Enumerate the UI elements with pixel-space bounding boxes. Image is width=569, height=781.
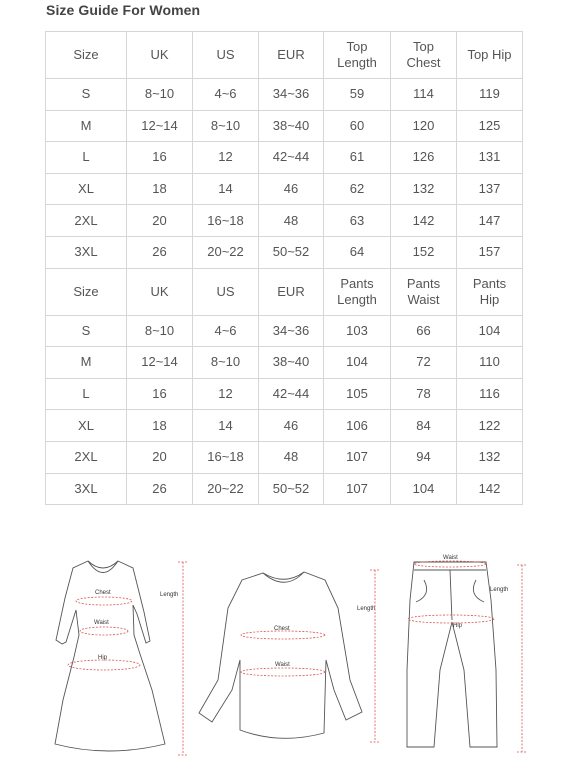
table-cell: 50~52: [259, 236, 324, 268]
pants-hip-line: [408, 615, 494, 623]
table-cell: 20~22: [193, 473, 259, 505]
bottom-header-cell: [457, 268, 523, 315]
header-text: Pants: [340, 275, 374, 291]
table-row: [46, 315, 523, 347]
header-text: Length: [337, 291, 377, 307]
table-row: [46, 473, 523, 505]
pants-diagram: [407, 555, 527, 752]
table-row: [46, 347, 523, 379]
header-text: US: [216, 283, 235, 299]
top-header-row: [46, 32, 523, 79]
table-cell: 126: [391, 142, 457, 174]
table-cell: 64: [324, 236, 391, 268]
dress-waist-line: [80, 627, 128, 635]
header-text: Size: [73, 283, 99, 299]
header-text: Pants: [406, 275, 441, 291]
table-cell: 119: [457, 79, 523, 111]
size-cell: 2XL: [46, 205, 127, 237]
table-cell: 4~6: [193, 315, 259, 347]
table-row: [46, 79, 523, 111]
table-cell: 34~36: [259, 315, 324, 347]
table-row: [46, 110, 523, 142]
table-cell: 4~6: [193, 79, 259, 111]
table-cell: 8~10: [127, 79, 193, 111]
table-cell: 50~52: [259, 473, 324, 505]
dress-length-label: Length: [160, 592, 179, 598]
header-text: EUR: [277, 47, 305, 62]
table-cell: 16~18: [193, 441, 259, 473]
pants-waist-label: Waist: [443, 555, 458, 561]
top-header-cell: [46, 32, 127, 79]
table-cell: 142: [391, 205, 457, 237]
size-cell: L: [46, 378, 127, 410]
table-cell: 137: [457, 173, 523, 205]
table-cell: 8~10: [193, 347, 259, 379]
bottom-header-cell: [259, 268, 324, 315]
table-cell: 78: [391, 378, 457, 410]
header-text: Hip: [479, 291, 500, 307]
table-cell: 12: [193, 142, 259, 174]
top-header-cell: [193, 32, 259, 79]
header-text: EUR: [277, 283, 305, 299]
top-waist-line: [241, 668, 325, 676]
table-cell: 147: [457, 205, 523, 237]
top-length-label: Length: [357, 606, 376, 612]
table-cell: 110: [457, 347, 523, 379]
table-cell: 120: [391, 110, 457, 142]
table-row: [46, 142, 523, 174]
header-text: Length: [337, 55, 377, 70]
top-chest-line: [241, 631, 325, 639]
size-cell: 3XL: [46, 473, 127, 505]
dress-chest-line: [76, 597, 132, 605]
table-cell: 132: [457, 441, 523, 473]
bottom-header-cell: [193, 268, 259, 315]
header-text: Top: [413, 39, 434, 54]
table-row: [46, 441, 523, 473]
table-cell: 46: [259, 173, 324, 205]
size-cell: XL: [46, 173, 127, 205]
table-cell: 12~14: [127, 110, 193, 142]
table-cell: 12~14: [127, 347, 193, 379]
size-table: [45, 31, 523, 505]
size-cell: XL: [46, 410, 127, 442]
dress-waist-label: Waist: [94, 620, 109, 626]
table-cell: 42~44: [259, 378, 324, 410]
table-cell: 8~10: [127, 315, 193, 347]
bottom-header-cell: [391, 268, 457, 315]
table-cell: 107: [324, 441, 391, 473]
table-cell: 116: [457, 378, 523, 410]
table-cell: 132: [391, 173, 457, 205]
table-cell: 14: [193, 173, 259, 205]
header-text: Top: [346, 39, 368, 54]
table-cell: 20: [127, 205, 193, 237]
table-cell: 94: [391, 441, 457, 473]
table-cell: 125: [457, 110, 523, 142]
table-cell: 131: [457, 142, 523, 174]
table-cell: 103: [324, 315, 391, 347]
size-cell: M: [46, 347, 127, 379]
header-text: Size: [73, 47, 99, 62]
table-cell: 106: [324, 410, 391, 442]
table-cell: 152: [391, 236, 457, 268]
table-cell: 60: [324, 110, 391, 142]
table-cell: 38~40: [259, 110, 324, 142]
table-cell: 16: [127, 142, 193, 174]
table-cell: 63: [324, 205, 391, 237]
table-row: [46, 236, 523, 268]
size-cell: S: [46, 315, 127, 347]
table-cell: 48: [259, 441, 324, 473]
table-cell: 105: [324, 378, 391, 410]
table-cell: 16~18: [193, 205, 259, 237]
dress-hip-line: [68, 660, 140, 670]
table-cell: 20: [127, 441, 193, 473]
top-header-cell: [324, 32, 391, 79]
table-cell: 61: [324, 142, 391, 174]
size-cell: S: [46, 79, 127, 111]
table-row: [46, 205, 523, 237]
header-text: Top Hip: [467, 47, 512, 62]
table-cell: 26: [127, 473, 193, 505]
pants-length-label: Length: [490, 587, 509, 593]
table-cell: 122: [457, 410, 523, 442]
table-cell: 12: [193, 378, 259, 410]
page-title: Size Guide For Women: [46, 2, 201, 18]
dress-hip-label: Hip: [98, 655, 108, 661]
table-cell: 48: [259, 205, 324, 237]
table-cell: 104: [391, 473, 457, 505]
table-cell: 18: [127, 410, 193, 442]
table-cell: 62: [324, 173, 391, 205]
size-cell: M: [46, 110, 127, 142]
size-cell: 3XL: [46, 236, 127, 268]
table-cell: 16: [127, 378, 193, 410]
dress-chest-label: Chest: [95, 590, 111, 596]
table-cell: 42~44: [259, 142, 324, 174]
header-text: Pants: [472, 275, 507, 291]
bottom-header-cell: [46, 268, 127, 315]
table-cell: 104: [324, 347, 391, 379]
top-chest-label: Chest: [274, 626, 290, 632]
garment-measurement-diagrams: [0, 540, 569, 781]
table-cell: 114: [391, 79, 457, 111]
table-cell: 34~36: [259, 79, 324, 111]
table-cell: 38~40: [259, 347, 324, 379]
table-row: [46, 378, 523, 410]
bottom-header-row: [46, 268, 523, 315]
table-cell: 157: [457, 236, 523, 268]
table-row: [46, 410, 523, 442]
header-text: UK: [150, 47, 169, 62]
header-text: Chest: [406, 55, 441, 70]
table-cell: 72: [391, 347, 457, 379]
top-header-cell: [457, 32, 523, 79]
top-diagram: [199, 570, 380, 742]
top-header-cell: [127, 32, 193, 79]
top-header-cell: [391, 32, 457, 79]
header-text: Waist: [407, 291, 440, 307]
table-cell: 26: [127, 236, 193, 268]
top-waist-label: Waist: [275, 662, 290, 668]
bottom-header-cell: [127, 268, 193, 315]
header-text: US: [216, 47, 235, 62]
table-cell: 66: [391, 315, 457, 347]
table-row: [46, 173, 523, 205]
bottom-header-cell: [324, 268, 391, 315]
table-cell: 14: [193, 410, 259, 442]
pants-outline: [407, 562, 497, 747]
table-cell: 84: [391, 410, 457, 442]
table-cell: 59: [324, 79, 391, 111]
table-cell: 107: [324, 473, 391, 505]
pants-hip-label: Hip: [453, 623, 463, 629]
table-cell: 142: [457, 473, 523, 505]
top-outline: [199, 572, 362, 738]
header-text: UK: [150, 283, 169, 299]
table-cell: 18: [127, 173, 193, 205]
size-cell: L: [46, 142, 127, 174]
top-header-cell: [259, 32, 324, 79]
table-cell: 104: [457, 315, 523, 347]
table-cell: 46: [259, 410, 324, 442]
table-cell: 8~10: [193, 110, 259, 142]
size-cell: 2XL: [46, 441, 127, 473]
table-cell: 20~22: [193, 236, 259, 268]
dress-diagram: [55, 561, 188, 755]
